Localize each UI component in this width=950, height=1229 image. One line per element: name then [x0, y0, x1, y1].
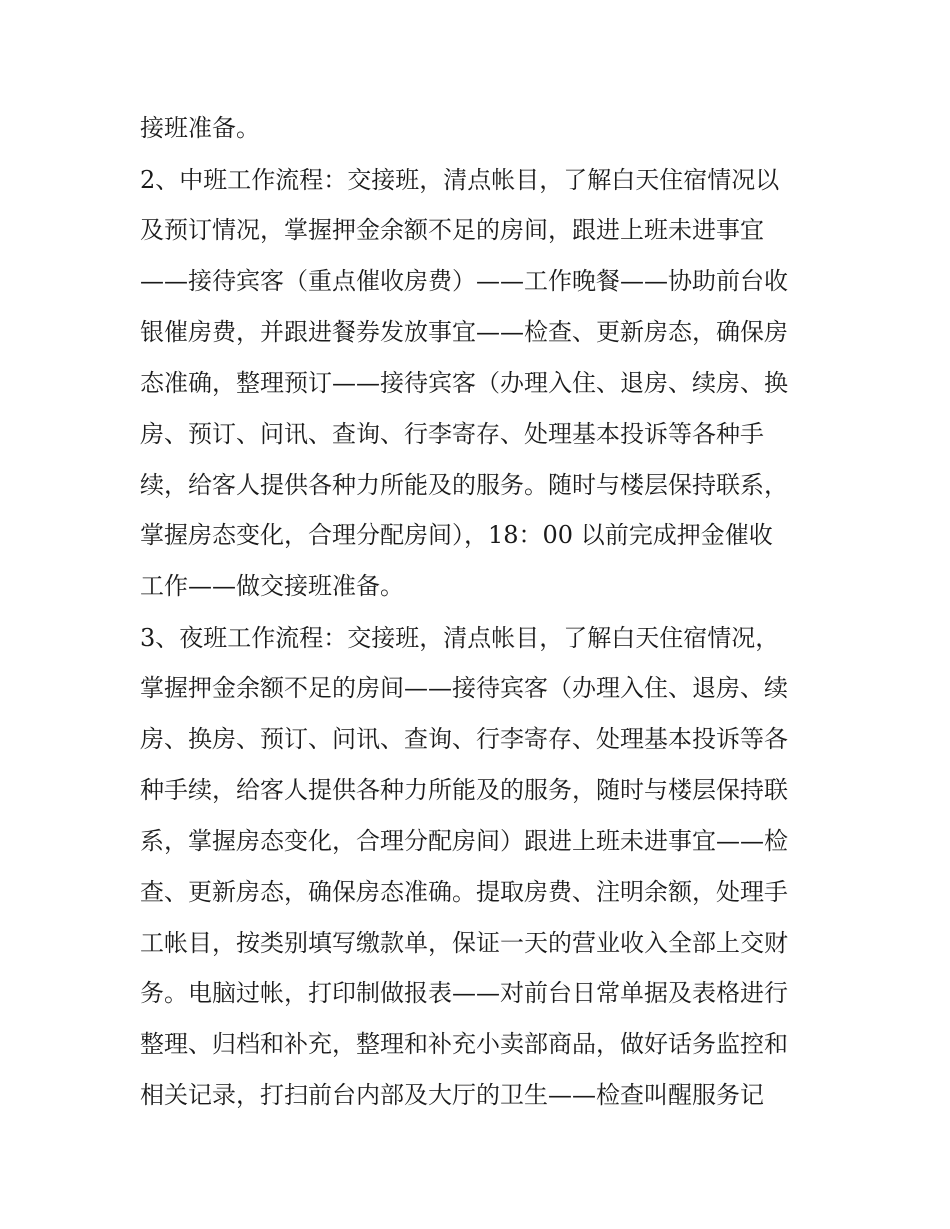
text-line: 掌握房态变化，合理分配房间），18：00 以前完成押金催收	[140, 521, 773, 549]
text-line: 房、预订、问讯、查询、行李寄存、处理基本投诉等各种手	[140, 420, 764, 448]
text-line: 及预订情况，掌握押金余额不足的房间，跟进上班未进事宜	[140, 216, 764, 244]
text-line: 相关记录，打扫前台内部及大厅的卫生——检查叫醒服务记	[140, 1081, 764, 1109]
text-line: 态准确，整理预订——接待宾客（办理入住、退房、续房、换	[140, 369, 788, 397]
text-line: 接班准备。	[140, 114, 260, 142]
text-line: 续，给客人提供各种力所能及的服务。随时与楼层保持联系，	[140, 471, 788, 499]
text-line: 2、中班工作流程：交接班，清点帐目，了解白天住宿情况以	[140, 166, 780, 194]
text-line: 掌握押金余额不足的房间——接待宾客（办理入住、退房、续	[140, 674, 788, 702]
text-line: 系，掌握房态变化，合理分配房间）跟进上班未进事宜——检	[140, 827, 788, 855]
text-line: 种手续，给客人提供各种力所能及的服务，随时与楼层保持联	[140, 776, 788, 804]
text-line: 房、换房、预订、问讯、查询、行李寄存、处理基本投诉等各	[140, 725, 788, 753]
text-line: 查、更新房态，确保房态准确。提取房费、注明余额，处理手	[140, 878, 788, 906]
text-line: ——接待宾客（重点催收房费）——工作晚餐——协助前台收	[140, 267, 788, 295]
text-line: 工作——做交接班准备。	[140, 572, 404, 600]
text-line: 务。电脑过帐，打印制做报表——对前台日常单据及表格进行	[140, 979, 788, 1007]
text-line: 银催房费，并跟进餐券发放事宜——检查、更新房态，确保房	[140, 318, 788, 346]
text-line: 工帐目，按类别填写缴款单，保证一天的营业收入全部上交财	[140, 929, 788, 957]
text-line: 整理、归档和补充，整理和补充小卖部商品，做好话务监控和	[140, 1030, 788, 1058]
text-line: 3、夜班工作流程：交接班，清点帐目，了解白天住宿情况，	[140, 624, 780, 652]
